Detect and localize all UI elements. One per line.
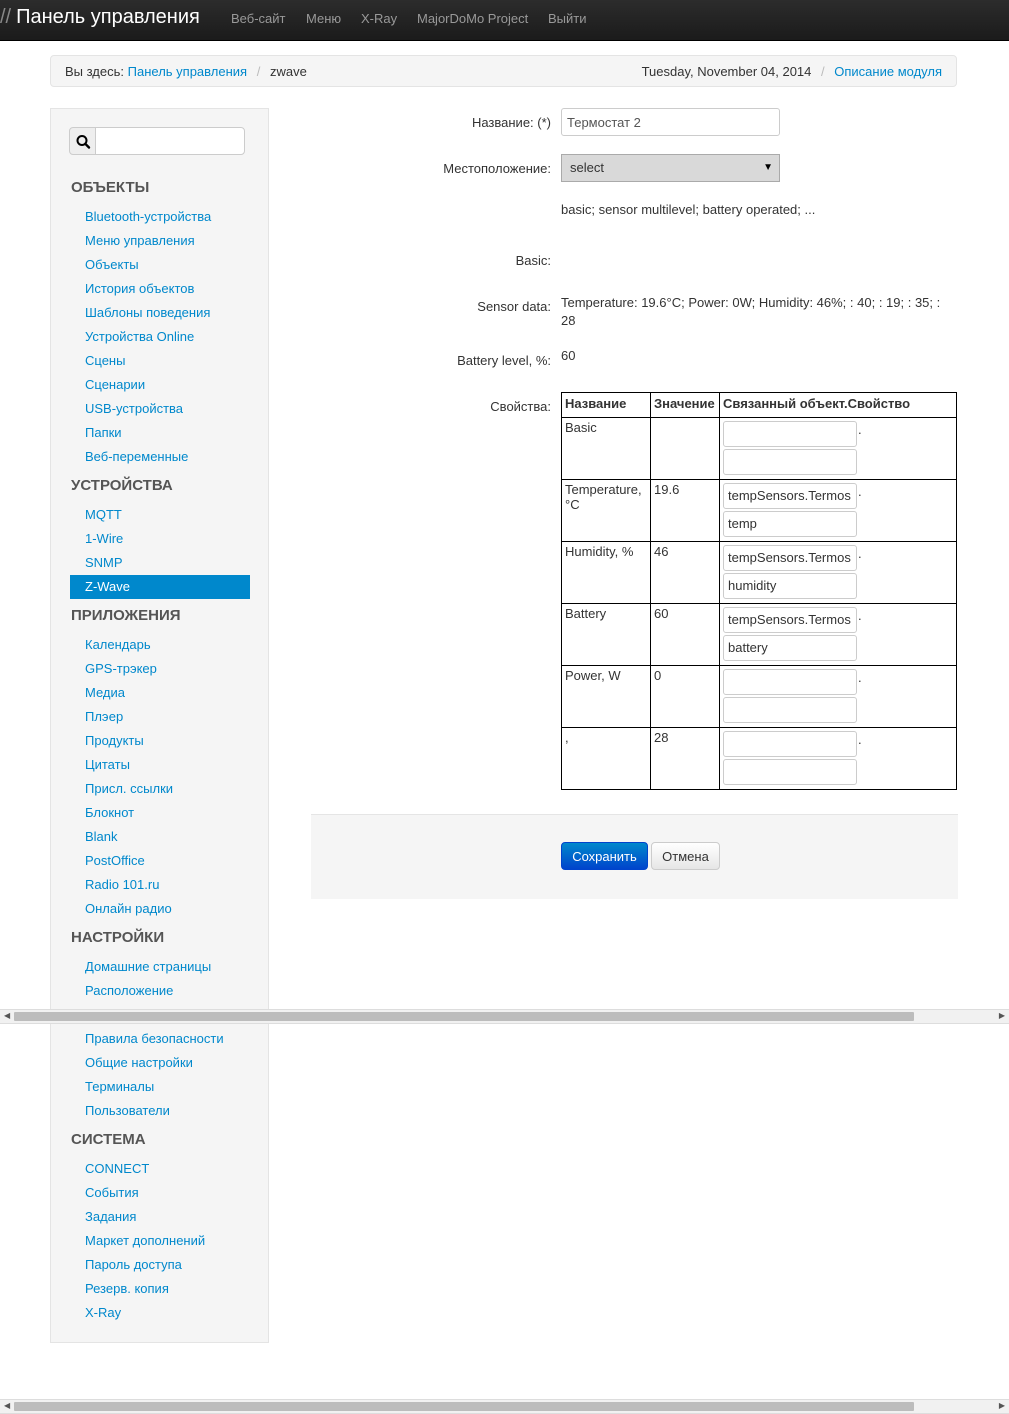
sidebar-search-input[interactable] (95, 127, 245, 155)
scroll-right-icon[interactable]: ▶ (998, 1011, 1005, 1020)
sensor-data-label: Sensor data: (477, 299, 551, 314)
current-date: Tuesday, November 04, 2014 (641, 64, 812, 79)
brand[interactable] (0, 6, 200, 29)
location-select[interactable] (561, 154, 780, 182)
row-name: Power, W (562, 666, 651, 728)
sidebar-item-usb-devices[interactable]: USB-устройства (85, 401, 184, 416)
sidebar-item-sent-links[interactable]: Присл. ссылки (85, 781, 174, 796)
linked-property-input[interactable] (723, 449, 857, 475)
linked-property-input[interactable]: temp (723, 511, 857, 537)
sidebar-item-online-radio[interactable]: Онлайн радио (85, 901, 172, 916)
breadcrumb-home-link[interactable]: Панель управления (127, 64, 248, 79)
sidebar-item-calendar[interactable]: Календарь (85, 637, 151, 652)
linked-object-input[interactable] (723, 669, 857, 695)
table-row (562, 418, 957, 480)
sidebar-item-gps-tracker[interactable]: GPS-трэкер (85, 661, 157, 676)
row-value (651, 418, 720, 480)
separator: . (858, 422, 862, 437)
col-header-name: Название (562, 393, 651, 418)
section-header-objects: ОБЪЕКТЫ (71, 179, 150, 196)
row-value: 46 (651, 542, 720, 604)
nav-xray[interactable]: X-Ray (361, 11, 398, 26)
name-label: Название: (*) (471, 115, 551, 130)
horizontal-scrollbar-lower[interactable] (0, 1399, 1009, 1414)
sidebar-item-blank[interactable]: Blank (85, 829, 118, 844)
top-navbar (0, 0, 1009, 41)
table-row (562, 542, 957, 604)
col-header-linked: Связанный объект.Свойство (720, 393, 957, 418)
sidebar-item-1wire[interactable]: 1-Wire (85, 531, 124, 546)
row-link (720, 728, 957, 790)
breadcrumb (50, 55, 957, 87)
linked-object-input[interactable] (723, 421, 857, 447)
separator: . (858, 546, 862, 561)
name-input[interactable] (561, 108, 780, 136)
row-link (720, 604, 957, 666)
sidebar-item-backup[interactable]: Резерв. копия (85, 1281, 169, 1296)
section-header-settings: НАСТРОЙКИ (71, 929, 165, 946)
scrollbar-thumb[interactable] (14, 1012, 914, 1021)
table-row (562, 728, 957, 790)
sidebar-item-mqtt[interactable]: MQTT (85, 507, 122, 522)
basic-label: Basic: (515, 253, 551, 268)
scrollbar-thumb[interactable] (14, 1402, 914, 1411)
row-name: Battery (562, 604, 651, 666)
sidebar-item-events[interactable]: События (85, 1185, 139, 1200)
separator: . (858, 608, 862, 623)
sensor-data-value: Temperature: 19.6°C; Power: 0W; Humidity: 46%; : 40; : 19; : 35; : 28 (561, 295, 941, 328)
sidebar-item-radio101[interactable]: Radio 101.ru (85, 877, 160, 892)
breadcrumb-divider-right: / (821, 64, 825, 79)
sidebar-item-xray[interactable]: X-Ray (85, 1305, 122, 1320)
sidebar-item-users[interactable]: Пользователи (85, 1103, 170, 1118)
section-header-devices: УСТРОЙСТВА (71, 477, 173, 494)
sidebar-item-zwave[interactable]: Z-Wave (70, 575, 250, 599)
sidebar-item-behavior-templates[interactable]: Шаблоны поведения (85, 305, 211, 320)
table-row (562, 480, 957, 542)
linked-property-input[interactable] (723, 697, 857, 723)
scroll-left-icon[interactable]: ◀ (4, 1011, 11, 1020)
sidebar-item-connect[interactable]: CONNECT (85, 1161, 150, 1176)
properties-label: Свойства: (490, 399, 551, 414)
sidebar (50, 108, 269, 1343)
table-row (562, 604, 957, 666)
sidebar-item-control-menu[interactable]: Меню управления (85, 233, 195, 248)
sidebar-item-objects[interactable]: Объекты (85, 257, 139, 272)
sidebar-item-object-history[interactable]: История объектов (85, 281, 195, 296)
breadcrumb-divider: / (256, 64, 261, 79)
scroll-right-icon[interactable]: ▶ (998, 1401, 1005, 1410)
breadcrumb-prefix: Вы здесь: (65, 64, 125, 79)
sidebar-item-notebook[interactable]: Блокнот (85, 805, 135, 820)
sidebar-item-products[interactable]: Продукты (85, 733, 144, 748)
row-value: 19.6 (651, 480, 720, 542)
search-button[interactable] (69, 127, 96, 155)
sidebar-item-scripts[interactable]: Сценарии (85, 377, 146, 392)
row-link (720, 480, 957, 542)
sidebar-item-web-variables[interactable]: Веб-переменные (85, 449, 189, 464)
location-select-value: select (570, 160, 604, 175)
row-link (720, 542, 957, 604)
sidebar-item-access-password[interactable]: Пароль доступа (85, 1257, 182, 1272)
linked-property-input[interactable]: battery (723, 635, 857, 661)
row-name: Humidity, % (562, 542, 651, 604)
row-value: 60 (651, 604, 720, 666)
table-row (562, 666, 957, 728)
sidebar-item-bluetooth[interactable]: Bluetooth-устройства (85, 209, 212, 224)
sidebar-item-player[interactable]: Плэер (85, 709, 124, 724)
row-name: Temperature, °C (562, 480, 651, 542)
caret-down-icon: ▼ (763, 162, 773, 173)
battery-level-value: 60 (561, 348, 576, 363)
search-icon (70, 128, 97, 156)
row-value: 0 (651, 666, 720, 728)
sidebar-item-scenes[interactable]: Сцены (85, 353, 126, 368)
brand-title: Панель управления (16, 6, 200, 28)
sidebar-item-terminals[interactable]: Терминалы (85, 1079, 155, 1094)
section-header-apps: ПРИЛОЖЕНИЯ (71, 607, 181, 624)
separator: . (858, 484, 862, 499)
section-header-system: СИСТЕМА (71, 1131, 146, 1148)
linked-property-input[interactable] (723, 759, 857, 785)
linked-object-input[interactable]: tempSensors.Termos (723, 483, 857, 509)
linked-property-input[interactable]: humidity (723, 573, 857, 599)
sidebar-item-folders[interactable]: Папки (85, 425, 122, 440)
table-header-row (562, 393, 957, 418)
row-link (720, 666, 957, 728)
scroll-left-icon[interactable]: ◀ (4, 1401, 11, 1410)
sidebar-item-jobs[interactable]: Задания (85, 1209, 137, 1224)
sidebar-item-media[interactable]: Медиа (85, 685, 125, 700)
sidebar-item-location[interactable]: Расположение (85, 983, 174, 998)
nav-website[interactable]: Веб-сайт (231, 11, 286, 26)
battery-level-label: Battery level, %: (457, 353, 551, 368)
cancel-button[interactable]: Отмена (651, 842, 720, 870)
brand-prefix: // (0, 6, 12, 28)
location-label: Местоположение: (443, 161, 551, 176)
nav-menu[interactable]: Меню (306, 11, 342, 26)
properties-table (561, 392, 957, 790)
sidebar-item-security-rules[interactable]: Правила безопасности (85, 1031, 224, 1046)
sidebar-item-devices-online[interactable]: Устройства Online (85, 329, 195, 344)
linked-object-input[interactable]: tempSensors.Termos (723, 607, 857, 633)
sidebar-item-postoffice[interactable]: PostOffice (85, 853, 145, 868)
row-link (720, 418, 957, 480)
sidebar-item-quotes[interactable]: Цитаты (85, 757, 130, 772)
nav-majordomo-project[interactable]: MajorDoMo Project (417, 11, 529, 26)
horizontal-scrollbar-upper[interactable] (0, 1009, 1009, 1024)
separator: . (858, 732, 862, 747)
row-name: , (562, 728, 651, 790)
form-actions (311, 814, 958, 899)
linked-object-input[interactable]: tempSensors.Termos (723, 545, 857, 571)
row-value: 28 (651, 728, 720, 790)
save-button[interactable]: Сохранить (561, 842, 648, 870)
sidebar-item-snmp[interactable]: SNMP (85, 555, 123, 570)
sidebar-item-general-settings[interactable]: Общие настройки (85, 1055, 193, 1070)
row-name: Basic (562, 418, 651, 480)
nav-logout[interactable]: Выйти (548, 11, 587, 26)
breadcrumb-current: zwave (269, 64, 307, 79)
linked-object-input[interactable] (723, 731, 857, 757)
module-description-link[interactable]: Описание модуля (834, 64, 942, 79)
col-header-value: Значение (651, 393, 720, 418)
device-class-info: basic; sensor multilevel; battery operated; ... (561, 202, 816, 217)
separator: . (858, 670, 862, 685)
sidebar-search (69, 127, 245, 155)
sidebar-item-addons-market[interactable]: Маркет дополнений (85, 1233, 206, 1248)
sidebar-item-home-pages[interactable]: Домашние страницы (85, 959, 212, 974)
